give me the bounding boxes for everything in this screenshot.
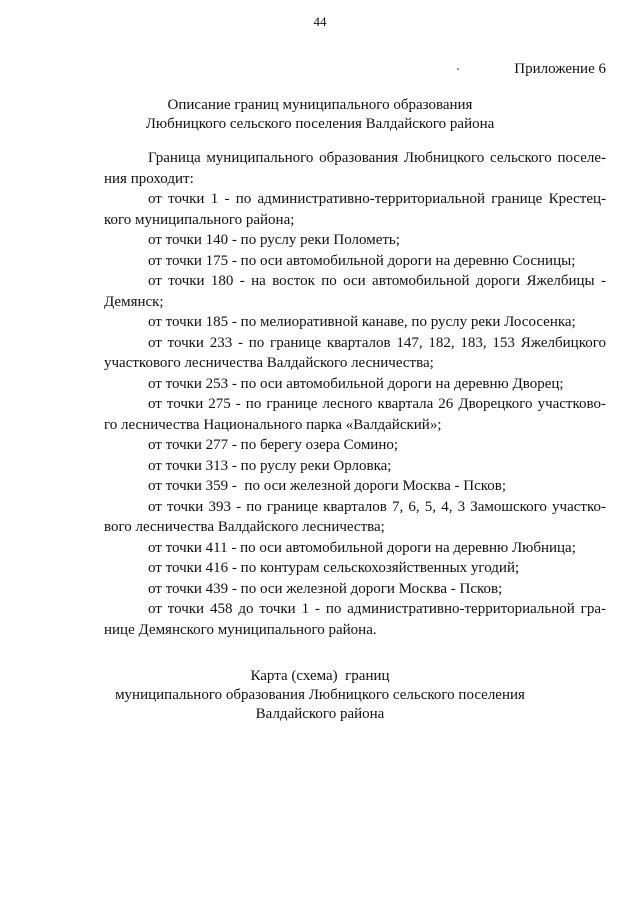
body-line: участкового лесничества Валдайского лесничества; <box>104 355 434 371</box>
body-line: от точки 185 - по мелиоративной канаве, по руслу реки Лососенка; <box>148 314 576 330</box>
body-line: кого муниципального района; <box>104 211 295 228</box>
body-line: вого лесничества Валдайского лесничества; <box>104 519 385 535</box>
body-line: от точки 277 - по берегу озера Сомино; <box>148 437 399 453</box>
scan-speck <box>457 68 459 70</box>
body-line: от точки 233 - по границе кварталов 147, 182, 183, 153 Яжелбицкого <box>148 334 606 351</box>
body-line: от точки 313 - по руслу реки Орловка; <box>148 457 392 474</box>
document-title <box>0 96 640 134</box>
body-line: от точки 439 - по оси железной дороги Москва - Псков; <box>148 580 503 597</box>
body-line: Демянск; <box>104 293 164 310</box>
map-title-line-2: муниципального образования Любницкого сельского поселения <box>115 687 525 703</box>
body-line: от точки 416 - по контурам сельскохозяйственных угодий; <box>148 560 520 576</box>
body-line: Граница муниципального образования Любницкого сельского поселе- <box>148 150 606 166</box>
body-line: от точки 1 - по административно-территориальной границе Крестец- <box>148 191 606 207</box>
body-line: от точки 359 - по оси железной дороги Москва - Псков; <box>148 478 507 494</box>
page-number: 44 <box>313 14 327 29</box>
map-title <box>0 667 640 724</box>
map-title-line-3: Валдайского района <box>255 706 385 722</box>
body-line: от точки 275 - по границе лесного квартала 26 Дворецкого участково- <box>148 396 606 412</box>
body-line: го лесничества Национального парка «Валдайский»; <box>104 416 442 433</box>
body-line: от точки 175 - по оси автомобильной дороги на деревню Сосницы; <box>148 252 576 269</box>
map-title-line-1: Карта (схема) границ <box>250 668 390 684</box>
body-line: от точки 140 - по руслу реки Полометь; <box>148 232 400 248</box>
body-line: от точки 253 - по оси автомобильной дороги на деревню Дворец; <box>148 375 564 392</box>
body-line: от точки 411 - по оси автомобильной дороги на деревню Любница; <box>148 539 576 556</box>
body-line: от точки 180 - на восток по оси автомобильной дороги Яжелбицы - <box>148 273 606 289</box>
body-line: нице Демянского муниципального района. <box>104 621 377 638</box>
document-title-line-2: Любницкого сельского поселения Валдайского района <box>145 116 495 132</box>
body-line: от точки 458 до точки 1 - по административно-территориальной гра- <box>148 601 606 617</box>
appendix-label: Приложение 6 <box>514 61 606 77</box>
document-title-line-1: Описание границ муниципального образования <box>167 97 473 113</box>
body-line: ния проходит: <box>104 170 194 187</box>
body-line: от точки 393 - по границе кварталов 7, 6, 5, 4, 3 Замошского участко- <box>148 498 606 515</box>
